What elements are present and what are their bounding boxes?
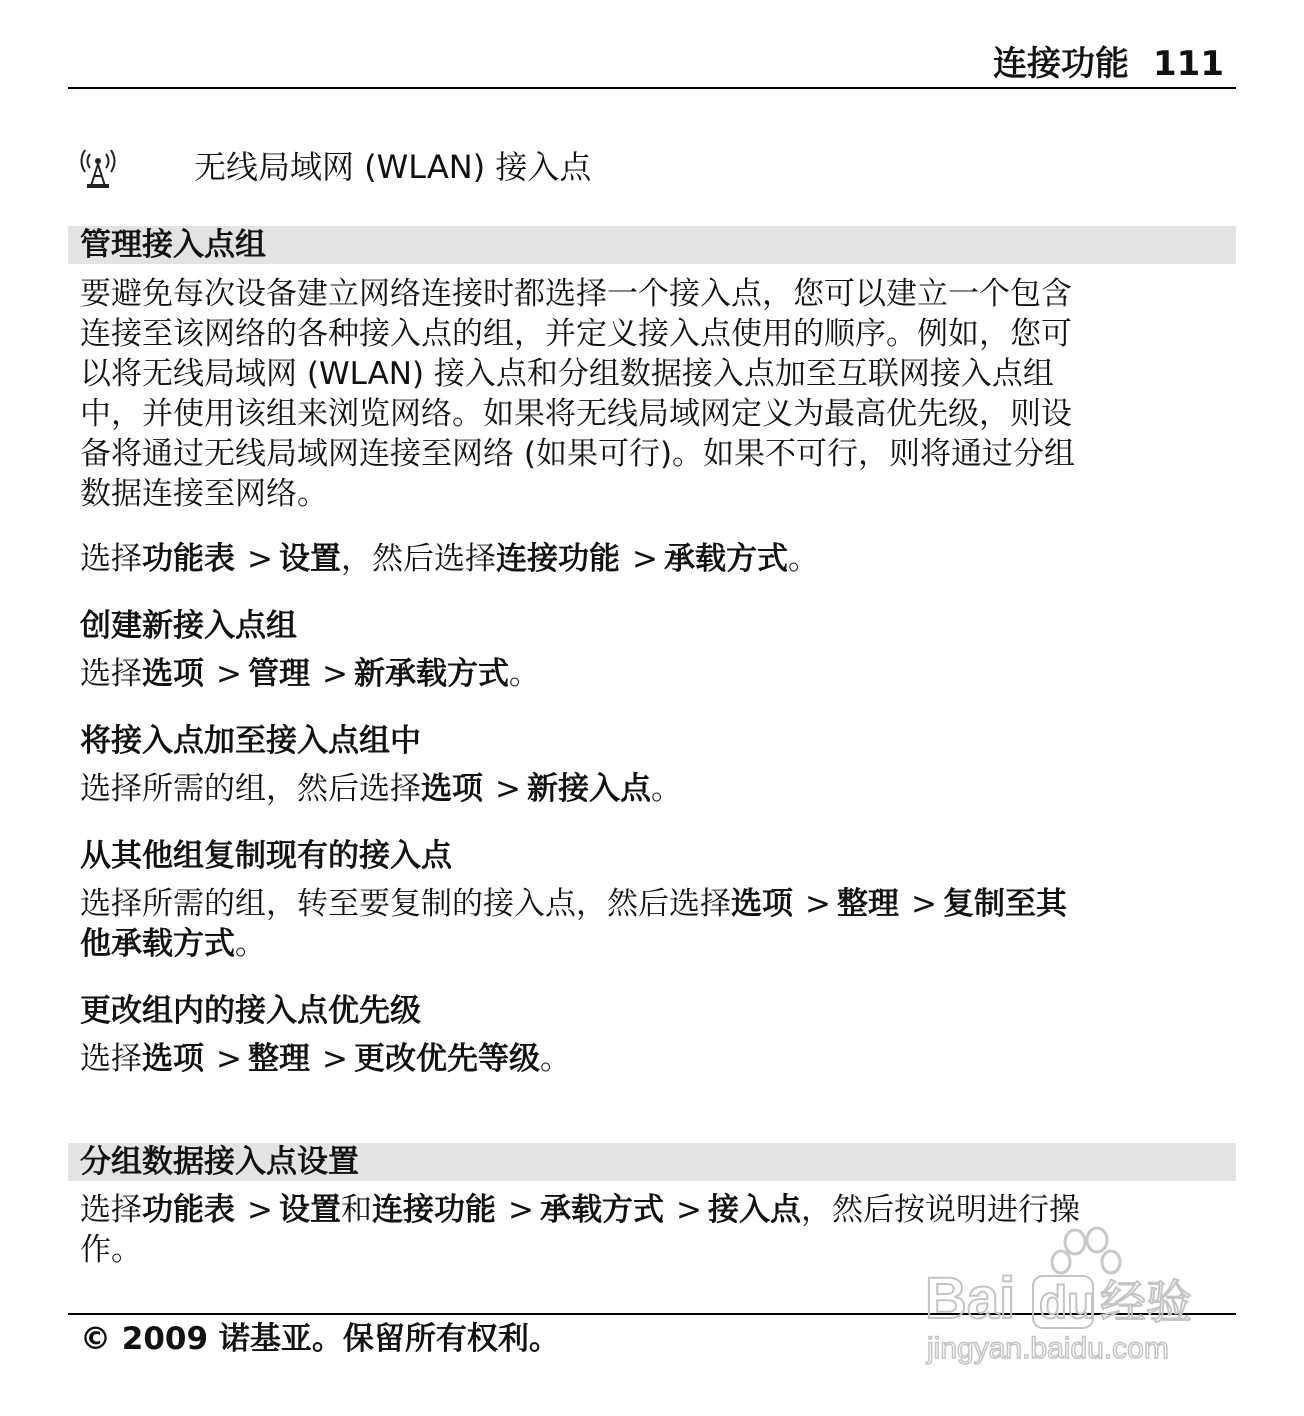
text: 作。 <box>80 1232 142 1268</box>
text: 。 <box>787 541 819 577</box>
nav-arrow: > <box>675 1192 702 1228</box>
change-priority-label: 更改优先等级 <box>353 1041 540 1077</box>
text: 。 <box>508 656 540 692</box>
intro-line: 要避免每次设备建立网络连接时都选择一个接入点，您可以建立一个包含 <box>80 276 1072 312</box>
add-ap-instruction <box>80 770 682 808</box>
copy-to-label: 他承载方式 <box>80 926 235 962</box>
section-title-packet-data: 分组数据接入点设置 <box>68 1143 1236 1181</box>
nav-arrow: > <box>805 886 831 922</box>
packet-data-instruction-cont <box>80 1231 142 1269</box>
subheading-priority: 更改组内的接入点优先级 <box>80 993 421 1029</box>
section-title-manage-groups: 管理接入点组 <box>68 226 1236 264</box>
svg-text:经验: 经验 <box>1100 1275 1192 1329</box>
connectivity-label: 连接功能 <box>495 541 620 577</box>
intro-line: 连接至该网络的各种接入点的组，并定义接入点使用的顺序。例如，您可 <box>80 316 1072 352</box>
svg-text:jingyan.baidu.com: jingyan.baidu.com <box>927 1332 1169 1365</box>
copyright: © 2009 诺基亚。保留所有权利。 <box>80 1321 560 1357</box>
organize-label: 整理 <box>836 886 899 922</box>
menu-label: 功能表 <box>142 1192 235 1228</box>
copy-to-label: 复制至其 <box>942 886 1067 922</box>
page-header <box>993 44 1224 84</box>
subheading-add-ap: 将接入点加至接入点组中 <box>80 723 421 759</box>
manage-label: 管理 <box>247 656 310 692</box>
subheading-create-group: 创建新接入点组 <box>80 608 297 644</box>
options-label: 选项 <box>421 771 483 807</box>
connectivity-label: 连接功能 <box>371 1192 496 1228</box>
nav-arrow: > <box>216 656 242 692</box>
settings-label: 设置 <box>278 541 341 577</box>
text: 。 <box>650 771 682 807</box>
nav-arrow: > <box>910 886 937 922</box>
options-label: 选项 <box>142 1041 204 1077</box>
text: 。 <box>235 926 266 962</box>
svg-text:Bai: Bai <box>925 1266 1016 1331</box>
organize-label: 整理 <box>247 1041 310 1077</box>
options-label: 选项 <box>731 886 793 922</box>
page-number: 111 <box>1153 44 1224 84</box>
access-point-label: 接入点 <box>707 1192 801 1228</box>
priority-instruction <box>80 1040 571 1078</box>
svg-text:du: du <box>1039 1276 1096 1328</box>
text: ，然后选择 <box>340 541 496 577</box>
nav-arrow: > <box>321 1041 348 1077</box>
text: 和 <box>340 1192 372 1228</box>
header-rule <box>68 87 1236 89</box>
intro-line: 数据连接至网络。 <box>80 476 328 512</box>
wlan-access-point-icon <box>78 146 118 190</box>
text: 选择所需的组，转至要复制的接入点，然后选择 <box>80 886 731 922</box>
destinations-label: 承载方式 <box>539 1192 664 1228</box>
nav-arrow: > <box>507 1192 534 1228</box>
nav-arrow: > <box>216 1041 242 1077</box>
intro-paragraph <box>80 274 1230 514</box>
text: 选择 <box>80 656 142 692</box>
chapter-title: 连接功能 <box>993 44 1130 84</box>
wlan-label: 无线局域网 (WLAN) 接入点 <box>194 148 592 186</box>
nav-instruction <box>80 540 819 578</box>
new-ap-label: 新接入点 <box>526 771 651 807</box>
text: 选择 <box>80 541 142 577</box>
text: ，然后按说明进行操 <box>800 1192 1080 1228</box>
intro-line: 以将无线局域网 (WLAN) 接入点和分组数据接入点加至互联网接入点组 <box>80 356 1054 392</box>
nav-arrow: > <box>247 541 273 577</box>
nav-arrow: > <box>247 1192 273 1228</box>
nav-arrow: > <box>321 656 348 692</box>
subheading-copy-ap: 从其他组复制现有的接入点 <box>80 838 452 874</box>
menu-label: 功能表 <box>142 541 235 577</box>
new-destination-label: 新承载方式 <box>353 656 509 692</box>
text: 选择所需的组，然后选择 <box>80 771 421 807</box>
intro-line: 备将通过无线局域网连接至网络 (如果可行)。如果不可行，则将通过分组 <box>80 436 1076 472</box>
options-label: 选项 <box>142 656 204 692</box>
settings-label: 设置 <box>278 1192 341 1228</box>
nav-arrow: > <box>631 541 658 577</box>
text: 选择 <box>80 1041 142 1077</box>
intro-line: 中，并使用该组来浏览网络。如果将无线局域网定义为最高优先级，则设 <box>80 396 1072 432</box>
text: 。 <box>539 1041 571 1077</box>
baidu-watermark-logo <box>925 1218 1225 1368</box>
copy-ap-instruction-cont <box>80 925 266 963</box>
create-group-instruction <box>80 655 540 693</box>
nav-arrow: > <box>495 771 521 807</box>
text: 选择 <box>80 1192 142 1228</box>
copy-ap-instruction <box>80 885 1067 923</box>
destinations-label: 承载方式 <box>663 541 788 577</box>
